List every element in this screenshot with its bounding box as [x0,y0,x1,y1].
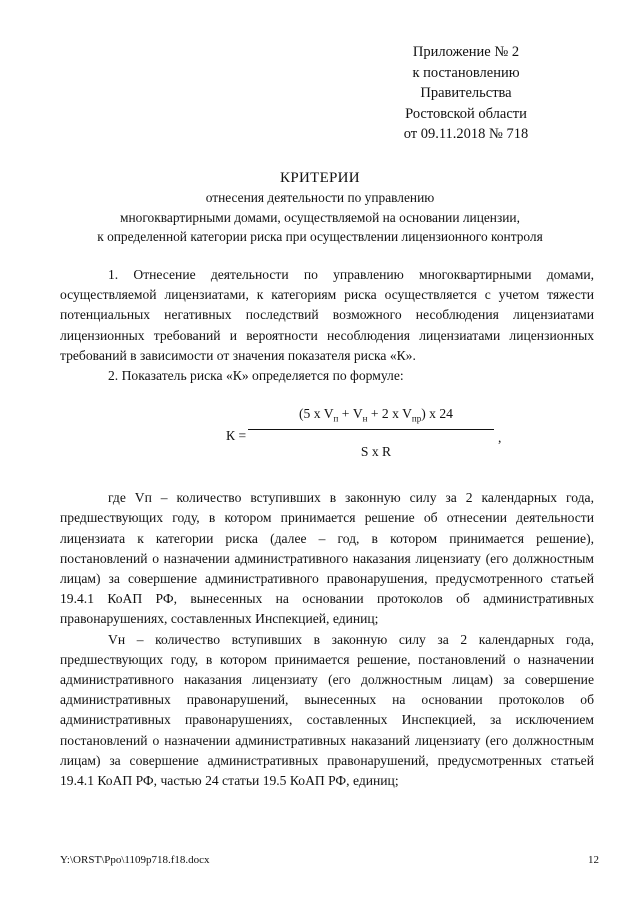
paragraph-3: где Vп – количество вступивших в законную силу за 2 календарных года, предшествующих году, в котором принимается решение об отнесении деятельности лицензиата к категории риска (далее – год, в котором принимается решение), постановлений о назначении административного наказания лицензиату (его должностным лицам) за совершение административного правонарушения, предусмотренного статьей 19.4.1 КоАП РФ, вынесенных на основании протоколов об административных правонарушениях, составленных Инспекцией, единиц; [60,490,594,627]
formula-denominator: S x R [360,444,392,460]
fraction-bar [248,429,494,430]
document-subtitle-line: многоквартирными домами, осуществляемой на основании лицензии, [120,209,520,225]
appendix-line: от 09.11.2018 № 718 [403,126,529,142]
formula-lhs: К = [226,428,247,444]
appendix-line: Приложение № 2 [412,44,520,60]
appendix-line: Ростовской области [405,105,527,122]
appendix-block [356,42,576,145]
page-number: 12 [588,854,599,866]
footer-file-path: Y:\ORST\Ppo\1109p718.f18.docx [60,854,210,866]
formula-numerator [256,404,496,424]
document-title: КРИТЕРИИ [280,170,360,186]
risk-formula [60,388,594,482]
document-subtitle-line: к определенной категории риска при осуществлении лицензионного контроля [97,229,543,244]
paragraph-1: 1. Отнесение деятельности по управлению многоквартирными домами, осуществляемой лицензиатами, к категориям риска осуществляется с учетом тяжести потенциальных негативных последствий возможного несоблюдения лицензиатами лицензионных требований и вероятности несоблюдения лицензиатами лицензионных требований в зависимости от значения показателя риска «К». [60,267,594,363]
formula-num-part: + 2 x V [367,406,412,422]
paragraph-4: Vн – количество вступивших в законную силу за 2 календарных года, предшествующих году, в котором принимается решение, постановлений о назначении административного наказания лицензиату (его должностным лицам) за совершение административных правонарушений, вынесенных на основании протоколов об административных правонарушениях, составленных Инспекцией, за исключением постановлений о назначении административных наказаний лицензиату (его должностным лицам) за совершение административных правонарушений, предусмотренных статьей 19.4.1 КоАП РФ, частью 24 статьи 19.5 КоАП РФ, единиц; [60,631,594,789]
formula-subscript: пр [411,413,422,424]
document-body [60,265,594,791]
formula-num-part: ) x 24 [421,406,453,422]
paragraph-2: 2. Показатель риска «К» определяется по формуле: [108,368,404,384]
formula-subscript: п [333,413,339,424]
formula-subscript: н [362,413,368,424]
appendix-line: к постановлению [412,64,520,81]
appendix-line: Правительства [420,85,512,101]
formula-num-part: + V [338,406,363,422]
formula-comma: , [498,430,502,446]
document-heading [60,168,580,247]
formula-num-part: (5 x V [299,406,334,422]
document-subtitle-line: отнесения деятельности по управлению [205,190,435,205]
